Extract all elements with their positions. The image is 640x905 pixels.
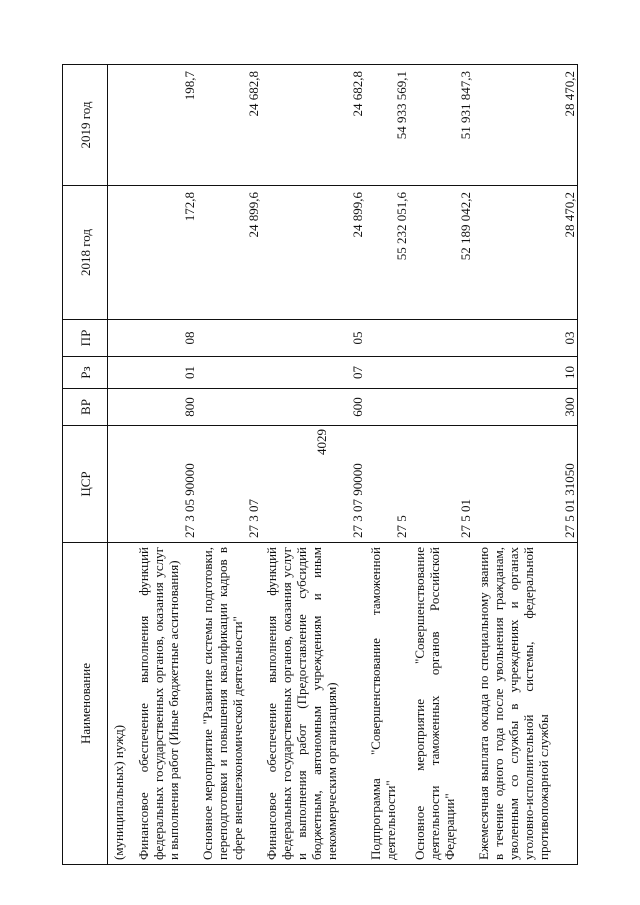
- header-rz: Рз: [63, 357, 108, 389]
- row-rz: 07: [261, 357, 365, 389]
- page-number: 4029: [314, 429, 329, 455]
- header-vr: ВР: [63, 389, 108, 426]
- row-name: Финансовое обеспечение выполнения функций федеральных государственных органов, оказания услуг и выполнения работ (Иные бюджетные ассигнования): [133, 543, 197, 865]
- row-2019: 24 682,8: [197, 65, 261, 186]
- row-vr: [365, 389, 409, 426]
- row-name: Основное мероприятие "Совершенствование деятельности таможенных органов Российской Федерации": [409, 543, 473, 865]
- row-rz: [108, 357, 134, 389]
- row-pr: [365, 320, 409, 357]
- row-2018: 24 899,6: [261, 186, 365, 320]
- row-2018: 172,8: [133, 186, 197, 320]
- row-rz: 10: [473, 357, 578, 389]
- row-rz: [365, 357, 409, 389]
- row-2018: [108, 186, 134, 320]
- table-row: [261, 65, 365, 865]
- row-csr: 27 5: [365, 426, 409, 543]
- row-pr: [197, 320, 261, 357]
- row-pr: 08: [133, 320, 197, 357]
- row-vr: [197, 389, 261, 426]
- row-vr: [409, 389, 473, 426]
- row-csr: 27 3 07: [197, 426, 261, 543]
- header-csr: ЦСР: [63, 426, 108, 543]
- row-rz: [197, 357, 261, 389]
- header-name: Наименование: [63, 543, 108, 865]
- table-row: [108, 65, 134, 865]
- header-2018: 2018 год: [63, 186, 108, 320]
- row-2019: 28 470,2: [473, 65, 578, 186]
- row-2019: 198,7: [133, 65, 197, 186]
- row-csr: [108, 426, 134, 543]
- table-header-row: [63, 65, 108, 865]
- row-csr: 27 5 01 31050: [473, 426, 578, 543]
- row-2019: 51 931 847,3: [409, 65, 473, 186]
- budget-table: [62, 64, 578, 865]
- row-pr: 05: [261, 320, 365, 357]
- row-2018: 28 470,2: [473, 186, 578, 320]
- row-name: Основное мероприятие "Развитие системы подготовки, переподготовки и повышения квалификации кадров в сфере внешнеэкономической деятельности": [197, 543, 261, 865]
- row-2018: 24 899,6: [197, 186, 261, 320]
- row-csr: 27 3 07 90000: [261, 426, 365, 543]
- table-row: [197, 65, 261, 865]
- header-2019: 2019 год: [63, 65, 108, 186]
- row-2019: 54 933 569,1: [365, 65, 409, 186]
- row-name: Ежемесячная выплата оклада по специальному званию в течение одного года после увольнения гражданам, уволенным со службы в учреждениях и органах уголовно-исполнительной системы, федеральной противопожарной службы: [473, 543, 578, 865]
- row-2019: [108, 65, 134, 186]
- row-2018: 52 189 042,2: [409, 186, 473, 320]
- row-name: Финансовое обеспечение выполнения функций федеральных государственных органов, оказания услуг и выполнения работ (Предоставление субсидий бюджетным, автономным учреждениям и иным некоммерческим организациям): [261, 543, 365, 865]
- row-pr: 03: [473, 320, 578, 357]
- row-pr: [108, 320, 134, 357]
- row-name: Подпрограмма "Совершенствование таможенной деятельности": [365, 543, 409, 865]
- table-row: [473, 65, 578, 865]
- table-row: [133, 65, 197, 865]
- rotated-page-content: [62, 65, 578, 865]
- row-rz: 01: [133, 357, 197, 389]
- table-row: [365, 65, 409, 865]
- row-2019: 24 682,8: [261, 65, 365, 186]
- header-pr: ПР: [63, 320, 108, 357]
- row-pr: [409, 320, 473, 357]
- row-csr: 27 5 01: [409, 426, 473, 543]
- row-name: (муниципальных) нужд): [108, 543, 134, 865]
- row-vr: 600: [261, 389, 365, 426]
- row-csr: 27 3 05 90000: [133, 426, 197, 543]
- row-vr: 300: [473, 389, 578, 426]
- row-vr: [108, 389, 134, 426]
- row-vr: 800: [133, 389, 197, 426]
- row-2018: 55 232 051,6: [365, 186, 409, 320]
- row-rz: [409, 357, 473, 389]
- table-row: [409, 65, 473, 865]
